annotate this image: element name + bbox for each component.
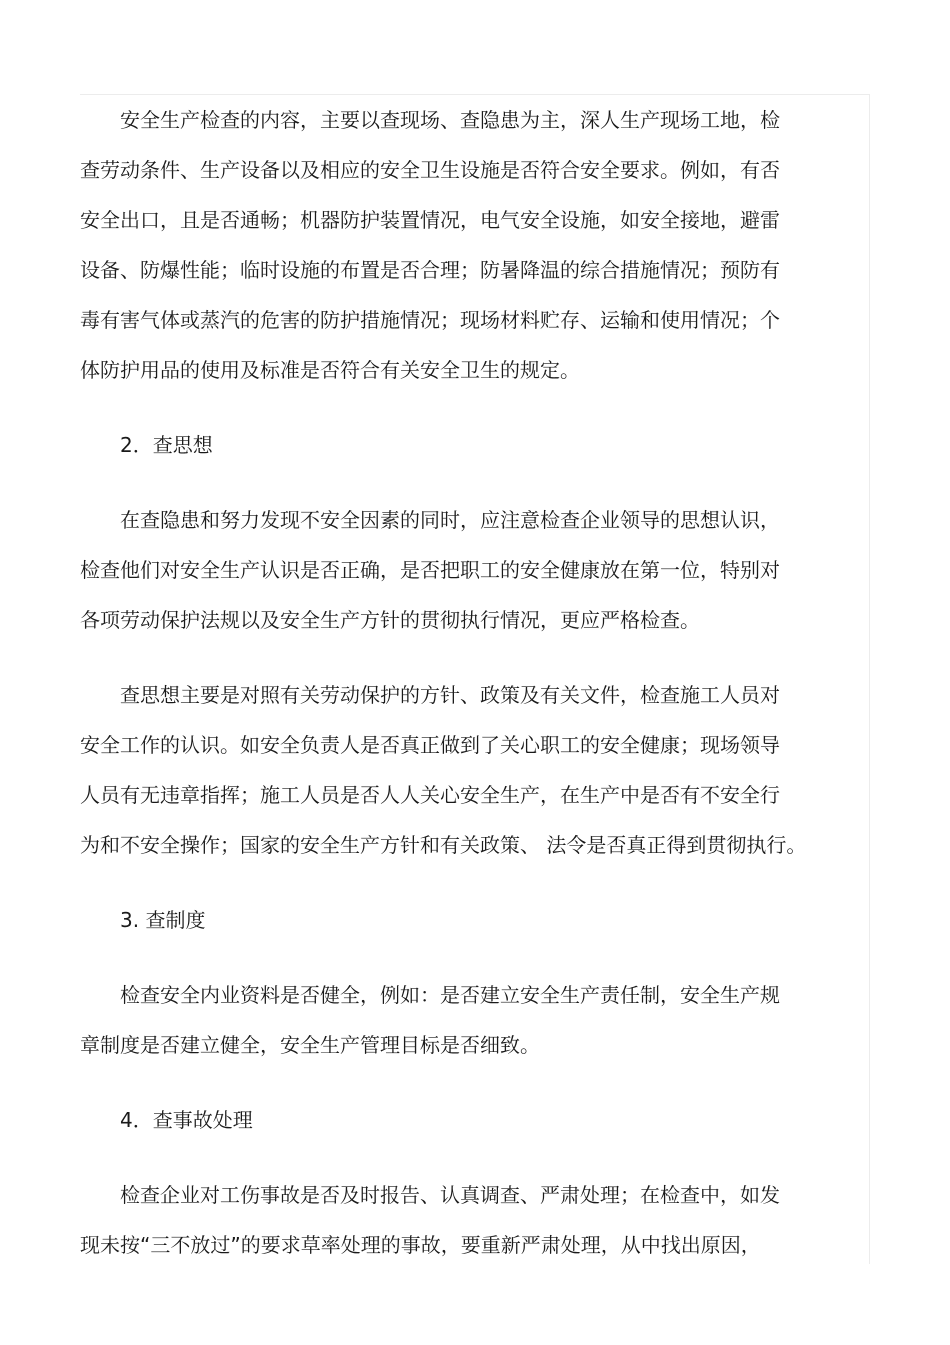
text-line: 体防护用品的使用及标准是否符合有关安全卫生的规定。 <box>80 358 580 382</box>
text-line: 各项劳动保护法规以及安全生产方针的贯彻执行情况，更应严格检查。 <box>80 608 700 632</box>
paragraph-system-check <box>80 972 840 1072</box>
text-line: 人员有无违章指挥；施工人员是否人人关心安全生产，在生产中是否有不安全行 <box>80 783 780 807</box>
paragraph-leadership-awareness <box>80 497 840 647</box>
text-line: 检查企业对工伤事故是否及时报告、认真调查、严肃处理；在检查中，如发 <box>120 1183 780 1207</box>
text-line: 查劳动条件、生产设备以及相应的安全卫生设施是否符合安全要求。例如，有否 <box>80 158 780 182</box>
text-line: 设备、防爆性能；临时设施的布置是否合理；防暑降温的综合措施情况；预防有 <box>80 258 780 282</box>
text-line: 在查隐患和努力发现不安全因素的同时，应注意检查企业领导的思想认识， <box>120 508 780 532</box>
text-line: 章制度是否建立健全，安全生产管理目标是否细致。 <box>80 1033 540 1057</box>
text-line: 安全生产检查的内容，主要以查现场、查隐患为主，深人生产现场工地，检 <box>120 108 780 132</box>
section-heading-accident: 4．查事故处理 <box>120 1108 253 1132</box>
text-line: 检查安全内业资料是否健全，例如：是否建立安全生产责任制，安全生产规 <box>120 983 780 1007</box>
section-heading-system: 3. 查制度 <box>120 908 206 932</box>
text-line: 毒有害气体或蒸汽的危害的防护措施情况；现场材料贮存、运输和使用情况；个 <box>80 308 780 332</box>
paragraph-thought-check <box>80 672 840 872</box>
text-line: 现未按“三不放过”的要求草率处理的事故，要重新严肃处理，从中找出原因， <box>80 1233 761 1257</box>
paragraph-accident-handling <box>80 1172 840 1272</box>
text-line: 为和不安全操作；国家的安全生产方针和有关政策、 法令是否真正得到贯彻执行。 <box>80 833 807 857</box>
text-line: 检查他们对安全生产认识是否正确，是否把职工的安全健康放在第一位，特别对 <box>80 558 780 582</box>
section-heading-thought: 2．查思想 <box>120 433 213 457</box>
text-line: 安全出口，且是否通畅；机器防护装置情况，电气安全设施，如安全接地，避雷 <box>80 208 780 232</box>
text-line: 查思想主要是对照有关劳动保护的方针、政策及有关文件，检查施工人员对 <box>120 683 780 707</box>
paragraph-site-inspection <box>80 97 840 397</box>
text-line: 安全工作的认识。如安全负责人是否真正做到了关心职工的安全健康；现场领导 <box>80 733 780 757</box>
document-body <box>80 97 840 1272</box>
